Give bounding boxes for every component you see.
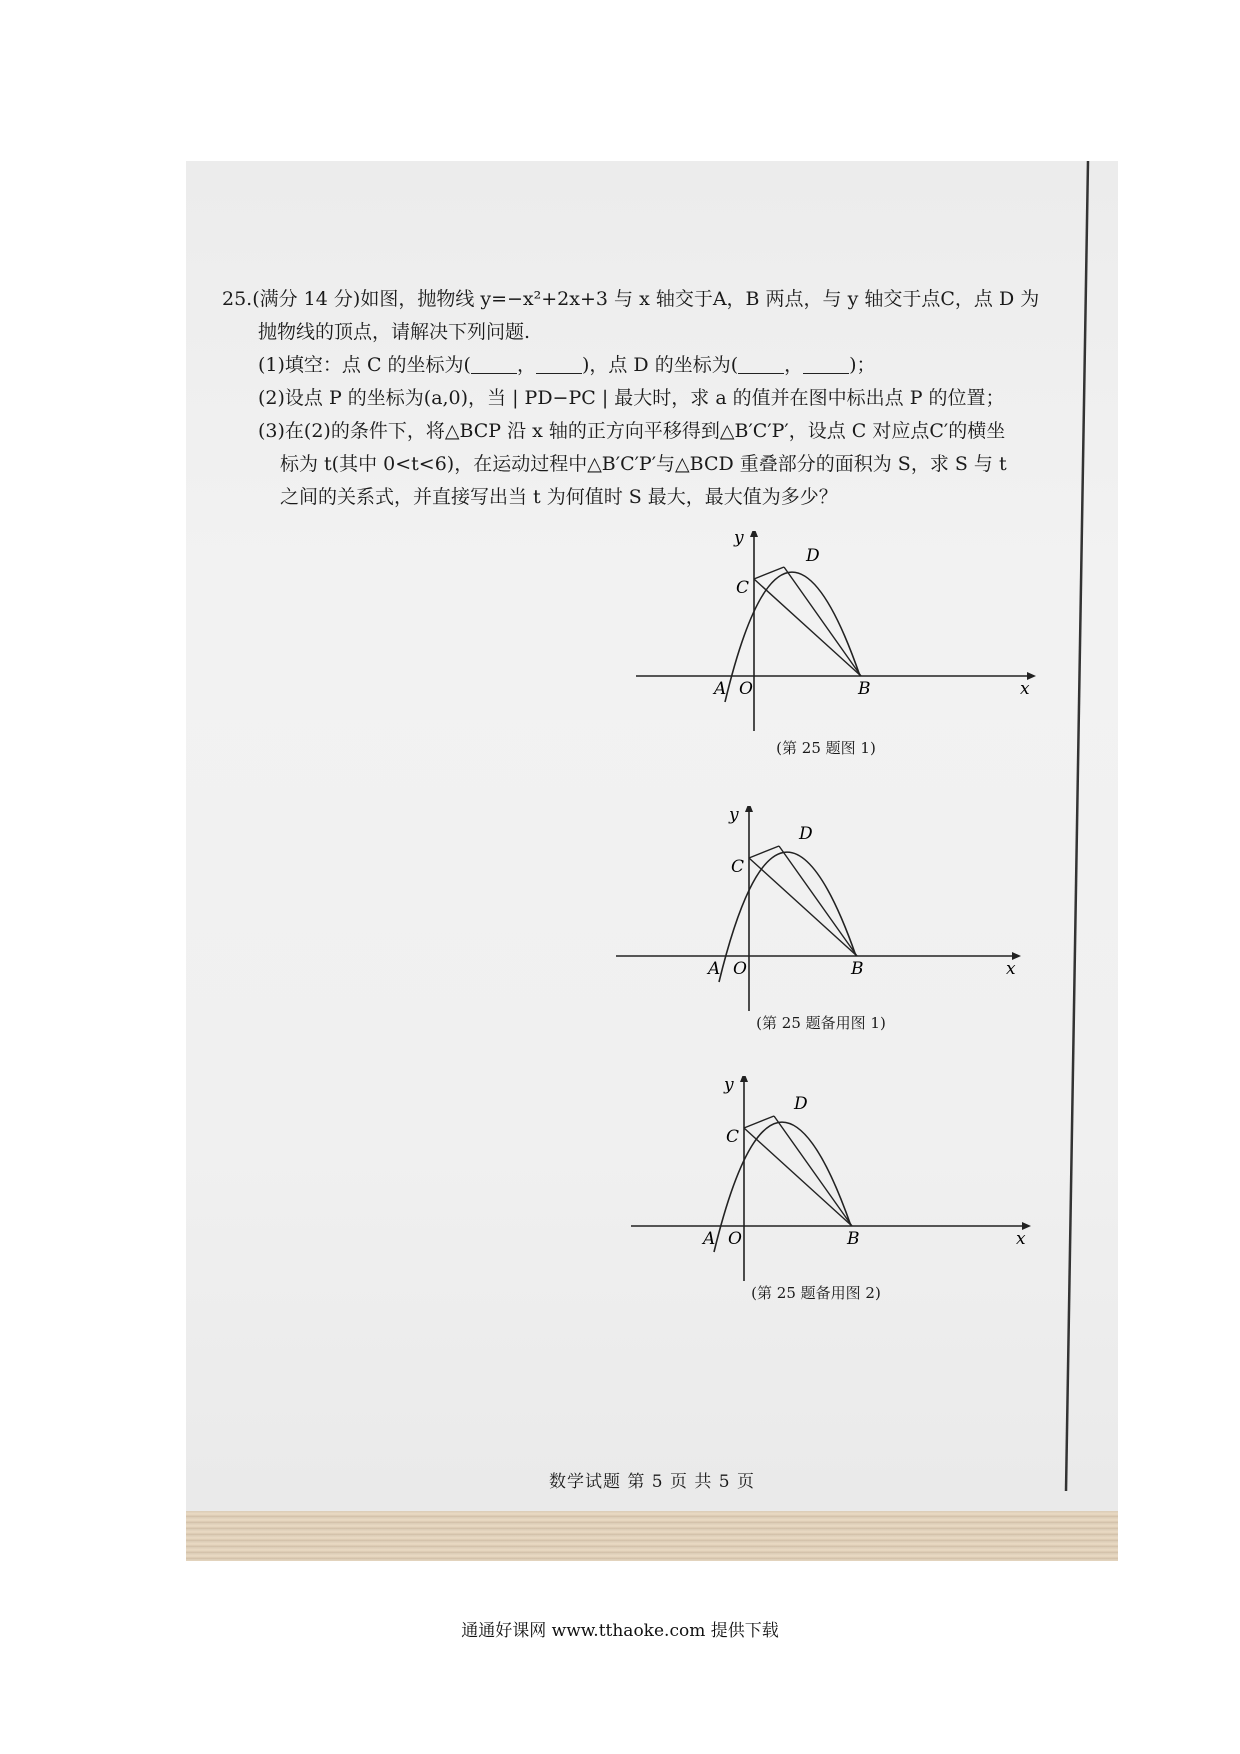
part-3-line1: (3)在(2)的条件下，将△BCP 沿 x 轴的正方向平移得到△B′C′P′，设点 C 对应点C′的横坐 (258, 420, 1006, 442)
question-stem-line1 (222, 283, 1092, 316)
exam-paper (186, 161, 1118, 1561)
question-score: (满分 14 分) (252, 288, 361, 310)
fig1-label-c: C (736, 578, 750, 598)
figb2-label-d: D (794, 1094, 808, 1114)
figb1-label-b: B (851, 959, 864, 979)
figure-backup-2-diagram (631, 1076, 1051, 1286)
question-25 (222, 283, 1092, 514)
figure-1-caption: (第 25 题图 1) (776, 739, 876, 757)
fig1-label-y: y (734, 531, 744, 548)
figb2-label-c: C (726, 1127, 740, 1147)
figb2-label-o: O (728, 1229, 742, 1249)
fig1-label-x: x (1020, 679, 1030, 699)
question-stem: 如图，抛物线 y=−x²+2x+3 与 x 轴交于A，B 两点，与 y 轴交于点C，点 D 为 (360, 288, 1040, 310)
figb1-label-o: O (733, 959, 747, 979)
figb1-label-d: D (799, 824, 813, 844)
part-3-line2: 标为 t(其中 0<t<6)，在运动过程中△B′C′P′与△BCD 重叠部分的面积为 S，求 S 与 t (280, 453, 1007, 475)
page-footer: 数学试题 第 5 页 共 5 页 (548, 1472, 756, 1492)
answer-blank-d-y[interactable] (803, 353, 849, 374)
figb2-label-a: A (703, 1229, 716, 1249)
question-number: 25. (222, 288, 253, 310)
figb2-label-y: y (724, 1076, 734, 1095)
fig1-label-b: B (858, 679, 871, 699)
figb2-label-x: x (1016, 1229, 1026, 1249)
answer-blank-d-x[interactable] (738, 353, 784, 374)
figb1-label-y: y (729, 806, 739, 825)
part-2: (2)设点 P 的坐标为(a,0)，当 | PD−PC | 最大时，求 a 的值并在图中标出点 P 的位置； (258, 387, 1005, 409)
figb1-label-c: C (731, 857, 745, 877)
question-stem-line2: 抛物线的顶点，请解决下列问题. (258, 321, 531, 343)
paper-bottom-edge (186, 1511, 1118, 1561)
figure-backup-1-caption: (第 25 题备用图 1) (756, 1014, 886, 1032)
part-3-line3: 之间的关系式，并直接写出当 t 为何值时 S 最大，最大值为多少？ (280, 486, 838, 508)
figb1-label-x: x (1006, 959, 1016, 979)
figure-1-diagram (636, 531, 1056, 741)
figure-backup-2-caption: (第 25 题备用图 2) (751, 1284, 881, 1302)
part-1: (1)填空：点 C 的坐标为( ， )，点 D 的坐标为( ， )； (258, 354, 876, 376)
figure-backup-1-diagram (616, 806, 1036, 1016)
answer-blank-c-x[interactable] (471, 353, 517, 374)
figb2-label-b: B (847, 1229, 860, 1249)
fig1-label-o: O (739, 679, 753, 699)
site-credit: 通通好课网 www.tthaoke.com 提供下载 (461, 1621, 779, 1641)
fig1-label-d: D (806, 546, 820, 566)
figb1-label-a: A (708, 959, 721, 979)
answer-blank-c-y[interactable] (536, 353, 582, 374)
fig1-label-a: A (714, 679, 727, 699)
